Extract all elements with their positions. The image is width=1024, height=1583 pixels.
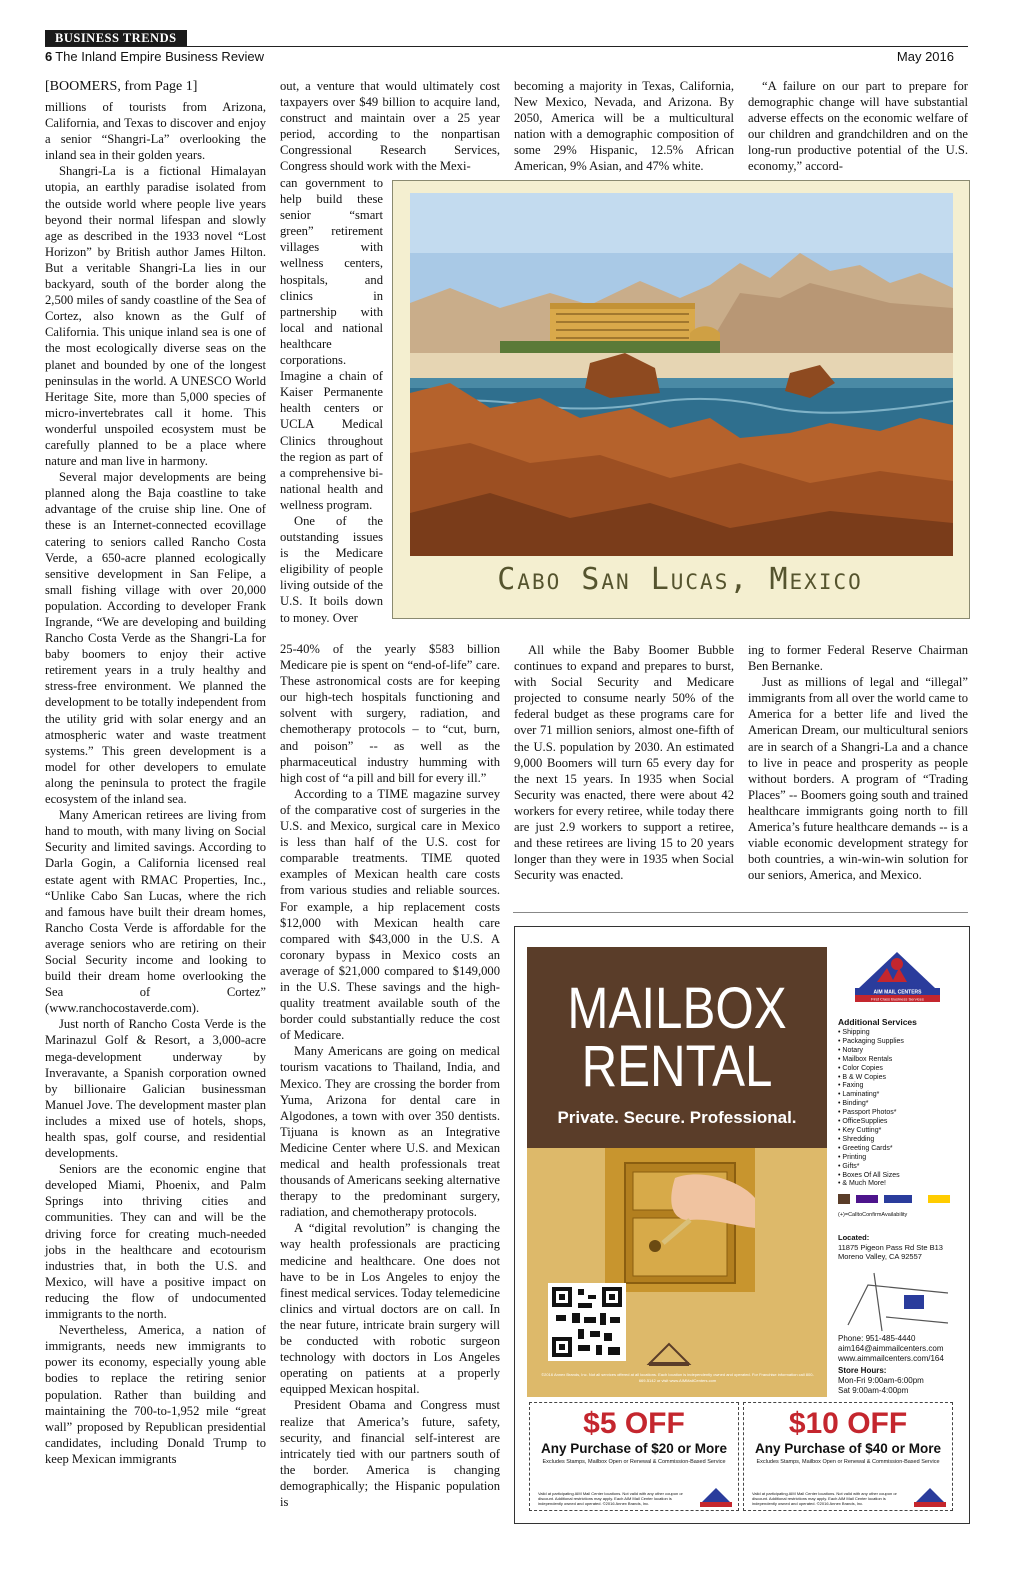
- paragraph: ing to former Federal Reserve Chairman Ben Bernanke.: [748, 643, 968, 674]
- service-item: • Packaging Supplies: [838, 1038, 904, 1047]
- ad-headline-line-2: RENTAL: [581, 1034, 773, 1099]
- services-title: Additional Services: [838, 1017, 917, 1027]
- paragraph: Just as millions of legal and “illegal” immigrants from all over the world came to America for a better life and lived the American Dream, our multicultural seniors are in search of a Shangri-La and a chance to live in peace and prosperity as people without borders. A program of “Trading Places” -- Boomers going south and trained healthcare immigrants going north to fill America’s future healthcare demands -- is a viable economic development strategy for both countries, a win-win-win solution for our seniors, America, and Mexico.: [748, 675, 968, 883]
- logo-subtext: First Class Business Services: [871, 996, 924, 1002]
- service-item: • Shredding: [838, 1136, 904, 1145]
- article-column-2-narrow: [280, 175, 383, 626]
- hours-weekday: Mon-Fri 9:00am-6:00pm: [838, 1376, 924, 1386]
- shipping-carrier-logos: [838, 1193, 953, 1205]
- article-column-2-top: [280, 78, 500, 175]
- service-item: • Mailbox Rentals: [838, 1056, 904, 1065]
- article-column-4-top: [748, 78, 968, 175]
- fedex-logo-icon: [856, 1195, 878, 1203]
- qr-code: [548, 1283, 626, 1361]
- issue-date: May 2016: [896, 49, 954, 64]
- paragraph: millions of tourists from Arizona, California, and Texas to discover and enjoy a senior “Shangri-La” overlooking the inland sea in their golden years.: [45, 100, 266, 163]
- availability-note: (+)=CalltoConfirmAvailability: [838, 1212, 908, 1218]
- hours-saturday: Sat 9:00am-4:00pm: [838, 1386, 909, 1396]
- coupon-5-off: [529, 1402, 739, 1511]
- section-label: BUSINESS TRENDS: [45, 30, 187, 46]
- coupon-exclusions: Excludes Stamps, Mailbox Open or Renewal & Commission-Based Service: [542, 1459, 726, 1465]
- dhl-logo-icon: [928, 1195, 950, 1203]
- location-block: [838, 1233, 943, 1262]
- ups-logo-icon: [838, 1194, 850, 1204]
- service-item: • Greeting Cards*: [838, 1145, 904, 1154]
- service-item: • Gifts*: [838, 1163, 904, 1172]
- service-item: • Boxes Of All Sizes: [838, 1172, 904, 1181]
- folio: [45, 49, 264, 64]
- service-item: • Notary: [838, 1047, 904, 1056]
- article-column-4-bottom: [748, 642, 968, 883]
- ad-headline: [550, 976, 805, 1099]
- services-list: [838, 1029, 904, 1189]
- paragraph: All while the Baby Boomer Bubble continues to expand and prepares to burst, with Social Security and Medicare projected to consume nearly 50% of the federal budget as these programs care for over 71 million seniors, almost one-fifth of the U.S. population by 2030. An estimated 9,000 Boomers will turn 65 every day for the next 15 years. In 1935 when Social Security was enacted, there were about 42 workers for every retiree, while today there are just 2.9 workers to support a retiree, and these retirees are living 15 to 20 years longer than they were in 1935 when Social Security was enacted.: [514, 643, 734, 883]
- hours-title: Store Hours:: [838, 1366, 887, 1375]
- paragraph: Shangri-La is a fictional Himalayan utopia, an earthly paradise isolated from the outside world where people live years beyond their normal lifespan and slowly age as described in the 1933 novel “Lost Horizon” by British author James Hilton. But a veritable Shangri-La lies in our backyard, south of the border along the 2,500 miles of sandy coastline of the Sea of Cortez, also known as the Gulf of California. This unique inland sea is one of the most ecologically diverse seas on the planet and bounded by one of the longest peninsulas in the world. A UNESCO World Heritage Site, more than 5,000 species of micro-invertebrates call it home. This wonderful unspoiled ecosystem must be carefully planned to be a place where nature and man live in harmony.: [45, 164, 266, 469]
- paragraph: “A failure on our part to prepare for demographic change will have substantial adverse effects on the economic welfare of our children and grandchildren and on the long-run productive potential of the U.S. economy,” accord-: [748, 79, 968, 174]
- paragraph: Nevertheless, America, a nation of immigrants, needs new immigrants to power its economy, especially young able bodies to replace the retiring senior population. Rather than building and maintaining the 700-to-1,952 mile “great wall” proposed by Republican presidential candidates, including Donald Trump to keep Mexican immigrants: [45, 1323, 266, 1466]
- jump-line: [BOOMERS, from Page 1]: [45, 79, 198, 94]
- ad-tagline: Private. Secure. Professional.: [557, 1108, 797, 1127]
- paragraph: Many Americans are going on medical tourism vacations to Thailand, India, and Mexico. They are crossing the border from Yuma, Arizona for dental care in Algodones, a town with over 350 dentists. Tijuana is known as an Integrative Medicine Center where U.S. and Mexican medical and health professionals treat thousands of Americans seeking alternative therapy to the predominant surgery, radiation, and chemotherapy protocols.: [280, 1044, 500, 1220]
- store-hours: [838, 1366, 924, 1397]
- aim-small-logo: [645, 1340, 693, 1368]
- service-item: • Laminating*: [838, 1091, 904, 1100]
- paragraph: One of the outstanding issues is the Medicare eligibility of people living outside of the U.S. It boils down to money. Over: [280, 513, 383, 625]
- location-map: [838, 1265, 956, 1335]
- article-column-1: [45, 78, 266, 1467]
- service-item: • Color Copies: [838, 1065, 904, 1074]
- coupon-10-off: [743, 1402, 953, 1511]
- service-item: • Printing: [838, 1154, 904, 1163]
- coupon-amount: $5 OFF: [583, 1407, 685, 1440]
- website-url: www.aimmailcenters.com/164: [838, 1354, 944, 1364]
- publication-name: The Inland Empire Business Review: [55, 49, 265, 64]
- email-address: aim164@aimmailcenters.com: [838, 1344, 944, 1354]
- service-item: • OfficeSupplies: [838, 1118, 904, 1127]
- column-rule: [513, 912, 968, 913]
- service-item: • Key Cutting*: [838, 1127, 904, 1136]
- coupon-condition: Any Purchase of $20 or More: [540, 1441, 728, 1456]
- paragraph: According to a TIME magazine survey of the comparative cost of surgeries in the U.S. and Mexico, surgical care in Mexico is less than half of the U.S. cost for comparable treatments. TIME quoted examples of Mexican health care costs from various studies and reliable sources. For example, a hip replacement costs $12,000 with Mexican health care compared with $43,000 in the U.S. A coronary bypass in Mexico costs an average of $21,000 compared to $149,000 in the U.S. These savings and the high-quality treatment available south of the border could substantially reduce the cost of Medicare.: [280, 786, 500, 1043]
- service-item: • Faxing: [838, 1082, 904, 1091]
- paragraph: A “digital revolution” is changing the way health professionals are practicing medicine and healthcare. One does not have to be in Los Angeles to enjoy the finest medical services. Today telemedicine clinics and virtual doctors are on call. In the near future, intricate brain surgery will be conducted with robotic surgeon technology with doctors in Los Angeles operating on patients at a properly equipped Mexican hospital.: [280, 1221, 500, 1397]
- coupon-condition: Any Purchase of $40 or More: [754, 1441, 942, 1456]
- coupon-amount: $10 OFF: [788, 1407, 908, 1440]
- aim-coupon-logo: [700, 1487, 732, 1507]
- photo-caption: Cabo San Lucas, Mexico: [497, 562, 863, 597]
- article-column-3-bottom: [514, 642, 734, 883]
- paragraph: President Obama and Congress must realize that America’s future, safety, security, and financial self-interest are intricately tied with our partners south of the border. America is changing demographically; the Hispanic population is: [280, 1398, 500, 1509]
- paragraph: Many American retirees are living from hand to mouth, with many living on Social Security and limited savings. According to Darla Gogin, a California licensed real estate agent with RMAC Properties, Inc., “Unlike Cabo San Lucas, where the rich and famous have built their dream homes, Rancho Costa Verde is affordable for the average seniors who are retiring on their Social Security income and looking to build their dream home overlooking the Sea of Cortez” (www.ranchocostaverde.com).: [45, 808, 266, 1016]
- aim-coupon-logo: [914, 1487, 946, 1507]
- paragraph: out, a venture that would ultimately cost taxpayers over $49 billion to acquire land, construct and maintain over a 25 year period, according to the nonpartisan Congressional Research Services, Congress should work with the Mexi-: [280, 79, 500, 174]
- service-item: • & Much More!: [838, 1180, 904, 1189]
- aim-mail-centers-logo: [855, 950, 940, 1002]
- mailbox-key-hand-image: [605, 1148, 755, 1292]
- ad-headline-line-1: MAILBOX: [567, 976, 787, 1041]
- logo-text: AIM MAIL CENTERS: [873, 989, 922, 996]
- header-rule: [45, 46, 968, 47]
- located-label: Located:: [838, 1233, 870, 1242]
- address-line-2: Moreno Valley, CA 92557: [838, 1252, 922, 1261]
- paragraph: can government to help build these senior “smart green” retirement villages with wellness centers, hospitals, and clinics in partnership with local and national healthcare corporations. Imagine a chain of Kaiser Permanente health centers or UCLA Medical Clinics throughout the region as part of a comprehensive bi-national health and wellness program.: [280, 176, 383, 512]
- page-number: 6: [45, 49, 53, 64]
- ad-fine-print: ©2016 Annex Brands, Inc. Not all services offered at all locations. Each location is independently owned and operated. For Franchise information call 800-669-5142 or visit www.AIMMailCenters.com: [541, 1372, 814, 1383]
- phone-number: Phone: 951-485-4440: [838, 1334, 916, 1343]
- service-item: • Shipping: [838, 1029, 904, 1038]
- paragraph: Seniors are the economic engine that developed Miami, Phoenix, and Palm Springs into thriving cities and communities. They can and will be the driving force for creating much-needed jobs in the healthcare and ecotourism industries that, in both the U.S. and Mexico, will have a positive impact on reducing the flow of undocumented immigrants to the north.: [45, 1162, 266, 1322]
- paragraph: Several major developments are being planned along the Baja coastline to take advantage of the cruise ship line. One of these is an Internet-connected ecovillage catering to seniors called Rancho Costa Verde, a 650-acre planned ecologically sensitive development in San Felipe, a small fishing village with over 20,000 population. According to developer Frank Ingrande, “We are developing and building Rancho Costa Verde as the Shangri-La for baby boomers to enjoy their active retirement years in a truly healthy and stress-free environment. We planned the development to be totally independent from the utility grid with solar energy and an atmospheric water and waste treatment systems.” This green development is a model for other developers to emulate along the peninsula to protect the fragile ecosystem of the inland sea.: [45, 470, 266, 807]
- coupon-terms: Valid at participating AIM Mail Center locations. Not valid with any other coupon or discount. Additional restrictions may apply. Each AIM Mail Center location is independently owned and operated. ©2016 Annex Brands, Inc.: [752, 1491, 897, 1506]
- paragraph: becoming a majority in Texas, California, New Mexico, Nevada, and Arizona. By 2050, America will be a multicultural nation with a demographic composition of some 29% Hispanic, 12.5% African American, 9% Asian, and 47% white.: [514, 79, 734, 174]
- coupon-exclusions: Excludes Stamps, Mailbox Open or Renewal & Commission-Based Service: [756, 1459, 940, 1465]
- article-column-2-bottom: [280, 641, 500, 1510]
- service-item: • Binding*: [838, 1100, 904, 1109]
- service-item: • B & W Copies: [838, 1074, 904, 1083]
- paragraph: 25-40% of the yearly $583 billion Medicare pie is spent on “end-of-life” care. These astronomical costs are for keeping our high-tech hospitals functioning and solvent with surgery, radiation, and chemotherapy protocols – to “cut, burn, and poison” -- as well as the pharmaceutical industry humming with high cost of “a pill and bill for every ill.”: [280, 642, 500, 785]
- address-line-1: 11875 Pigeon Pass Rd Ste B13: [838, 1242, 943, 1252]
- paragraph: Just north of Rancho Costa Verde is the Marinazul Golf & Resort, a 3,000-acre mega-development underway by Inveravante, a Spanish corporation owned by billionaire Galician businessman Manuel Jove. The development master plan includes a mixed use of hotels, shops, health spas, golf course, and residential developments.: [45, 1017, 266, 1161]
- cabo-san-lucas-photo: [410, 193, 953, 556]
- service-item: • Passport Photos*: [838, 1109, 904, 1118]
- coupon-terms: Valid at participating AIM Mail Center locations. Not valid with any other coupon or discount. Additional restrictions may apply. Each AIM Mail Center location is independently owned and operated. ©2016 Annex Brands, Inc.: [538, 1491, 683, 1506]
- article-column-3-top: [514, 78, 734, 175]
- usps-logo-icon: [884, 1195, 912, 1203]
- contact-block: [838, 1334, 944, 1365]
